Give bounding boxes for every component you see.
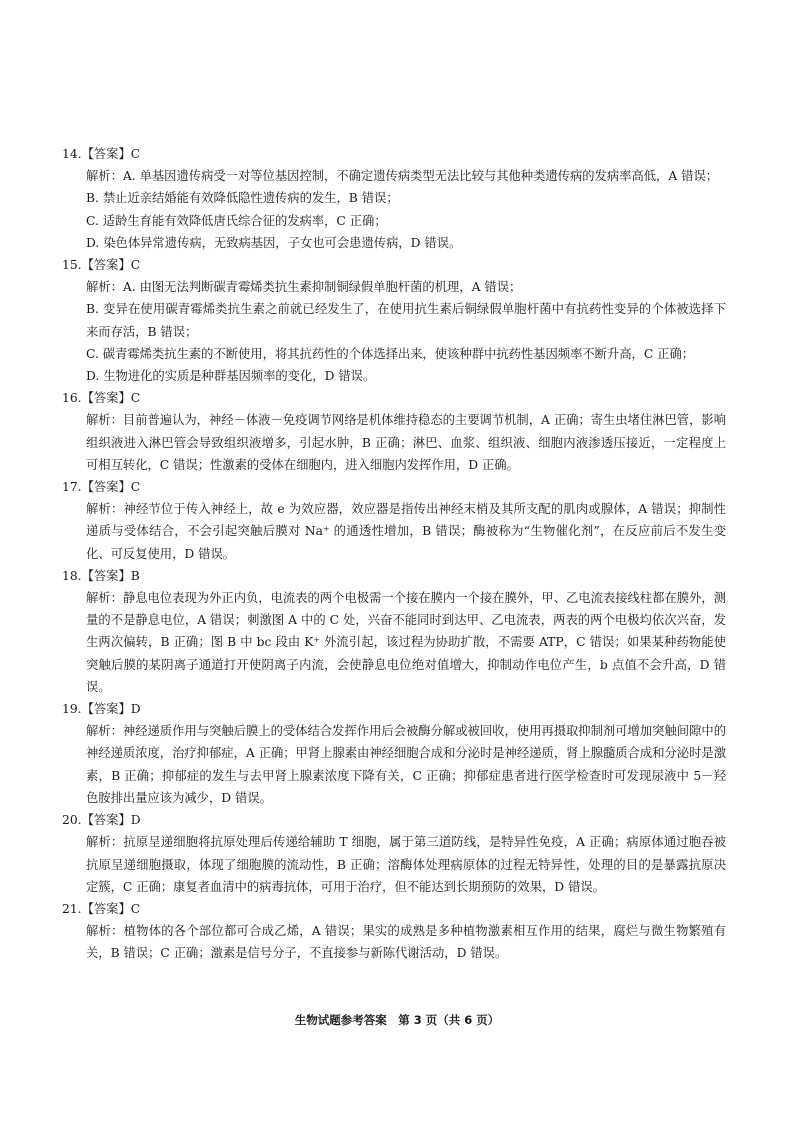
answer-label: 【答案】D	[81, 813, 141, 828]
question-number: 19.	[62, 702, 82, 717]
question-number: 16.	[62, 391, 82, 406]
answer-label: 【答案】C	[81, 147, 141, 161]
answer-label: 【答案】D	[81, 702, 141, 717]
explanation-paragraph: 解析：A. 由图无法判断碳青霉烯类抗生素抑制铜绿假单胞杆菌的机理，A 错误；	[86, 280, 522, 295]
answer-label: 【答案】C	[81, 480, 141, 495]
answer-label: 【答案】C	[81, 258, 141, 273]
answer-key-body	[62, 143, 726, 965]
answer-item	[62, 698, 726, 809]
answer-heading	[62, 698, 726, 720]
answer-heading	[62, 565, 726, 587]
answer-heading	[62, 143, 726, 165]
answer-heading	[62, 476, 726, 498]
answer-item	[62, 898, 726, 965]
explanation-paragraph: 解析：神经节位于传入神经上，故 e 为效应器，效应器是指传出神经末梢及其所支配的肌肉或腺体，A 错误；抑制性递质与受体结合，不会引起突触后膜对 Na⁺ 的通透性增加，B 错误；酶被称为“生物催化剂”，在反应前后不发生变化、可反复使用，D 错误。	[86, 502, 726, 561]
explanation-paragraph: D. 生物进化的实质是种群基因频率的变化，D 错误。	[86, 369, 376, 384]
answer-item	[62, 143, 726, 254]
explanation-paragraph: 解析：神经递质作用与突触后膜上的受体结合发挥作用后会被酶分解或被回收，使用再摄取抑制剂可增加突触间隙中的神经递质浓度，治疗抑郁症，A 正确；甲肾上腺素由神经细胞合成和分泌时是神经递质，肾上腺髓质合成和分泌时是激素，B 正确；抑郁症的发生与去甲肾上腺素浓度下降有关，C 正确；抑郁症患者进行医学检查时可发现尿液中 5－羟色胺排出量应该为减少，D 错误。	[86, 724, 726, 805]
question-number: 14.	[62, 147, 82, 161]
explanation-paragraph: C. 适龄生育能有效降低唐氏综合征的发病率，C 正确；	[86, 213, 387, 228]
explanation-paragraph: B. 禁止近亲结婚能有效降低隐性遗传病的发生，B 错误；	[86, 191, 399, 206]
answer-item	[62, 565, 726, 698]
question-number: 18.	[62, 568, 82, 583]
answer-item	[62, 254, 726, 387]
question-number: 21.	[62, 901, 82, 916]
explanation-paragraph: D. 染色体异常遗传病，无致病基因，子女也可会患遗传病，D 错误。	[86, 235, 462, 250]
answer-heading	[62, 809, 726, 831]
answer-label: 【答案】B	[81, 568, 140, 583]
explanation-paragraph: 解析：植物体的各个部位都可合成乙烯，A 错误；果实的成熟是多种植物激素相互作用的结果，腐烂与微生物繁殖有关，B 错误；C 正确；激素是信号分子，不直接参与新陈代谢活动，D 错误。	[86, 924, 726, 961]
explanation-paragraph: 解析：抗原呈递细胞将抗原处理后传递给辅助 T 细胞，属于第三道防线，是特异性免疫，A 正确；病原体通过胞吞被抗原呈递细胞摄取，体现了细胞膜的流动性，B 正确；溶酶体处理病原体的过程无特异性，处理的目的是暴露抗原决定簇，C 正确；康复者血清中的病毒抗体，可用于治疗，但不能达到长期预防的效果，D 错误。	[86, 835, 726, 894]
answer-heading	[62, 387, 726, 409]
question-number: 15.	[62, 258, 82, 273]
answer-label: 【答案】C	[81, 391, 141, 406]
explanation-paragraph: 解析：A. 单基因遗传病受一对等位基因控制，不确定遗传病类型无法比较与其他种类遗传病的发病率高低，A 错误；	[86, 169, 719, 184]
answer-heading	[62, 898, 726, 920]
answer-heading	[62, 254, 726, 276]
question-number: 17.	[62, 480, 82, 495]
explanation-paragraph: 解析：静息电位表现为外正内负，电流表的两个电极需一个接在膜内一个接在膜外，甲、乙电流表接线柱都在膜外，测量的不是静息电位，A 错误；刺激图 A 中的 C 处，兴奋不能同时到达甲、乙电流表，两表的两个电极均依次兴奋，发生两次偏转，B 正确；图 B 中 bc 段由 K⁺ 外流引起，该过程为协助扩散，不需要 ATP，C 错误；如果某种药物能使突触后膜的某阴离子通道打开使阴离子内流，会使静息电位绝对值增大，抑制动作电位产生，b 点值不会升高，D 错误。	[86, 591, 726, 694]
answer-item	[62, 809, 726, 898]
page-footer: 生物试题参考答案 第 3 页（共 6 页）	[294, 1013, 500, 1027]
explanation-paragraph: 解析：目前普遍认为，神经－体液－免疫调节网络是机体维持稳态的主要调节机制，A 正确；寄生虫堵住淋巴管，影响组织液进入淋巴管会导致组织液增多，引起水肿，B 正确；淋巴、血浆、组织液、细胞内液渗透压接近，一定程度上可相互转化，C 错误；性激素的受体在细胞内，进入细胞内发挥作用，D 正确。	[86, 413, 726, 472]
explanation-paragraph: C. 碳青霉烯类抗生素的不断使用，将其抗药性的个体选择出来，使该种群中抗药性基因频率不断升高，C 正确；	[86, 346, 695, 361]
answer-item	[62, 387, 726, 476]
explanation-paragraph: B. 变异在使用碳青霉烯类抗生素之前就已经发生了，在使用抗生素后铜绿假单胞杆菌中有抗药性变异的个体被选择下来而存活，B 错误；	[86, 302, 726, 339]
question-number: 20.	[62, 813, 82, 828]
answer-label: 【答案】C	[81, 901, 141, 916]
answer-item	[62, 476, 726, 565]
